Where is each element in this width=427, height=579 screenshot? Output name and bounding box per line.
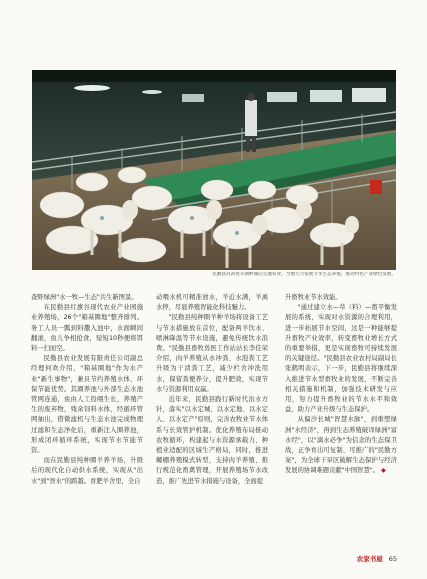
paragraph: 民勤县农业发展有限责任公司副总经理何欢介绍，"箱基圈地"作为水产业"新生事物"，兼具节约养殖水体、环保节能优势。其圈养池与外部生态水池管网连通，鱼由人工投喂生长，养殖产生的废弃物，残余饲料水体，经循环管网抽出，借微滤机与生态水池完成物理过滤和生态净化后，重新注入圈养池，形成闭环循环系统，实现节水节能节资。 <box>31 355 143 455</box>
paragraph: 而在民勤县纯种圈羊养羊场，升级后的现代化自动供水系统，实现从"出水"到"智水"的跨越。育肥羊舍里，全自 <box>31 457 143 485</box>
page-number: 65 <box>388 554 397 563</box>
text-column-2 <box>156 293 268 487</box>
paragraph: 在民勤县红旗谷现代农业产业园施业养殖场，26个"箱基圈地"整齐排列。务工人员一瓢到料撒入池中，水面瞬间翻滚，鱼儿争相抢食，短短10秒便将饵料一扫而空。 <box>31 304 143 353</box>
magazine-name: 农家书屋 <box>356 555 383 563</box>
paragraph: "通过建立水—草（料）—畜平衡发展的系统，实现对水资源的合理利用，进一步拓展节水空间，这是一种能够提升畜牧产业效率，转变畜牧业增长方式的重要举措，更是实现畜牧可持续发展的关键途径。"民勤县农业农村局副局长张鹤明表示，下一步，民勤县将继续深入推进节水型畜牧业的发展，不断完善相关措施和机制，加强技术研发与应用，努力提升畜牧业的节水水平和效益，助力产业升级与生态保护。 <box>285 304 397 414</box>
text-column-1 <box>31 293 143 487</box>
photo-caption: 民勤县苏武牧羊湖畔湖泊主题农业。当地大力发展节水生态养殖，推动特色产业绿色发展。 <box>212 272 396 277</box>
paragraph: 升畜牧业节水效能。 <box>285 294 342 301</box>
page-footer <box>357 554 397 563</box>
sheep-farm-photo <box>32 70 396 270</box>
text-column-3 <box>285 293 397 477</box>
paragraph: "民勤县纯种圈羊种羊场将设备工艺与节水措施放在首位，配备两羊饮水、喷淋降温等节水设施，避免传统饮水浪费。"民勤县畜牧兽医工作站站长李佳荣介绍，肉羊养殖从水冲粪、水泡粪工艺升级为干清粪工艺，减少栏舍冲洗用水，保留粪便养分，提升肥效，实现节水与资源利用双赢。 <box>156 314 268 393</box>
paragraph: 近年来，民勤县践行新时代治水方针，落实"以水定城、以水定地、以水定人、以水定产"原则，完善农牧业节水体系与长效管护机制。优化养殖布局推动农牧循环，构建起与水资源承载力、种植业适配的区域生产格局，同时，推进螺棚养殖模式转型，支持肉羊养殖、推行规范化畜禽管理，开展养殖场节水改造，推广先进节水措施与设备，全面提 <box>156 396 268 485</box>
end-mark-icon: ◆ <box>378 467 386 475</box>
sheep-pen-illustration <box>32 70 396 270</box>
paragraph: 动喂水机可精准放水，羊近水满，羊离水停，尽显养殖智能化科技魅力。 <box>156 294 268 312</box>
paragraph: 查野绿洲"水一牧—生态"共生新图景。 <box>31 294 138 301</box>
paragraph: 从偏沙长城"智慧水脉"，到重塑绿洲"水经济"，再到生态养殖破译绿洲"富水经"，以"滴水必争"为信念的生态保卫战，正争育出可复制、可推广的"民勤方案"，为全球干旱区破解生态保护与经济发展的协调难题贡献"中国智慧"。 ◆ <box>285 416 397 475</box>
